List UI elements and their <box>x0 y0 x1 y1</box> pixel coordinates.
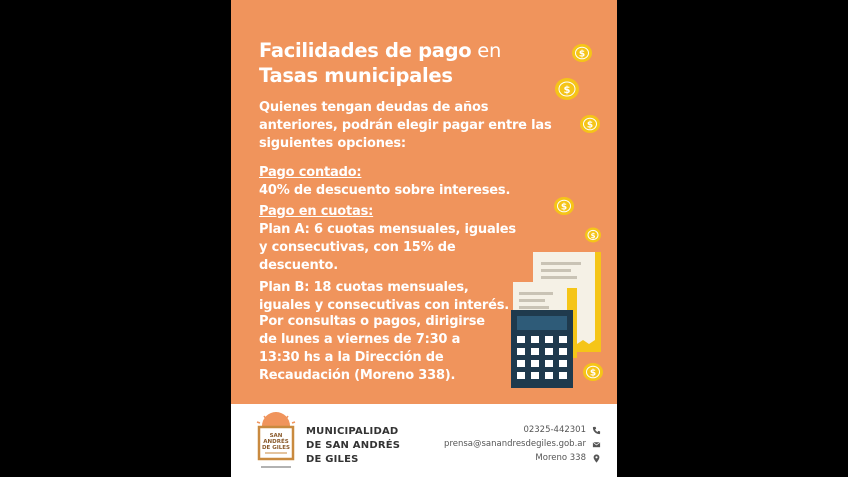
municipality-logo <box>255 412 297 472</box>
contado-text: 40% de descuento sobre intereses. <box>259 183 511 198</box>
cuotas-section <box>259 203 519 315</box>
footer <box>231 404 617 477</box>
svg-text:$: $ <box>578 49 586 60</box>
plan-a-text: Plan A: 6 cuotas mensuales, iguales y consecutivas, con 15% de descuento. <box>259 222 516 273</box>
address-info <box>535 453 601 463</box>
address-text: Moreno 338 <box>535 453 586 463</box>
muni-line-1: MUNICIPALIDAD <box>306 426 399 437</box>
svg-text:$: $ <box>563 85 571 96</box>
poster <box>231 0 617 477</box>
phone-icon <box>592 426 601 435</box>
envelope-icon <box>592 440 601 449</box>
intro-text: Quienes tengan deudas de años anteriores, podrán elegir pagar entre las siguientes opciones: <box>259 100 552 151</box>
poster-title <box>259 38 501 88</box>
coin-icon <box>571 43 593 63</box>
muni-line-3: DE GILES <box>306 454 359 465</box>
svg-text:$: $ <box>586 120 594 131</box>
contact-text: Por consultas o pagos, dirigirse de lunes a viernes de 7:30 a 13:30 hs a la Dirección de Recaudación (Moreno 338). <box>259 314 485 383</box>
coin-icon <box>584 227 602 243</box>
phone-info <box>523 425 601 435</box>
map-pin-icon <box>592 454 601 463</box>
email-info <box>444 439 601 449</box>
contado-section <box>259 164 510 200</box>
coin-icon <box>553 196 575 216</box>
cuotas-heading: Pago en cuotas: <box>259 204 374 219</box>
svg-text:SAN: SAN <box>269 433 283 439</box>
muni-line-2: DE SAN ANDRÉS <box>306 440 401 451</box>
title-bold-1: Facilidades de pago <box>259 39 472 62</box>
plan-b-text: Plan B: 18 cuotas mensuales, iguales y consecutivas con interés. <box>259 280 509 313</box>
svg-text:$: $ <box>590 232 596 240</box>
contado-heading: Pago contado: <box>259 165 362 180</box>
coin-icon <box>579 114 601 134</box>
svg-text:$: $ <box>560 202 568 213</box>
municipality-name <box>306 425 400 467</box>
phone-text: 02325-442301 <box>523 425 586 435</box>
coin-icon <box>554 77 580 101</box>
email-text: prensa@sanandresdegiles.gob.ar <box>444 439 586 449</box>
svg-text:$: $ <box>589 368 597 379</box>
svg-text:DE GILES: DE GILES <box>261 445 291 451</box>
title-bold-2: Tasas municipales <box>259 64 453 87</box>
receipts-calculator-illustration <box>503 248 608 390</box>
title-light: en <box>471 39 502 62</box>
svg-text:ANDRÉS: ANDRÉS <box>263 439 289 445</box>
